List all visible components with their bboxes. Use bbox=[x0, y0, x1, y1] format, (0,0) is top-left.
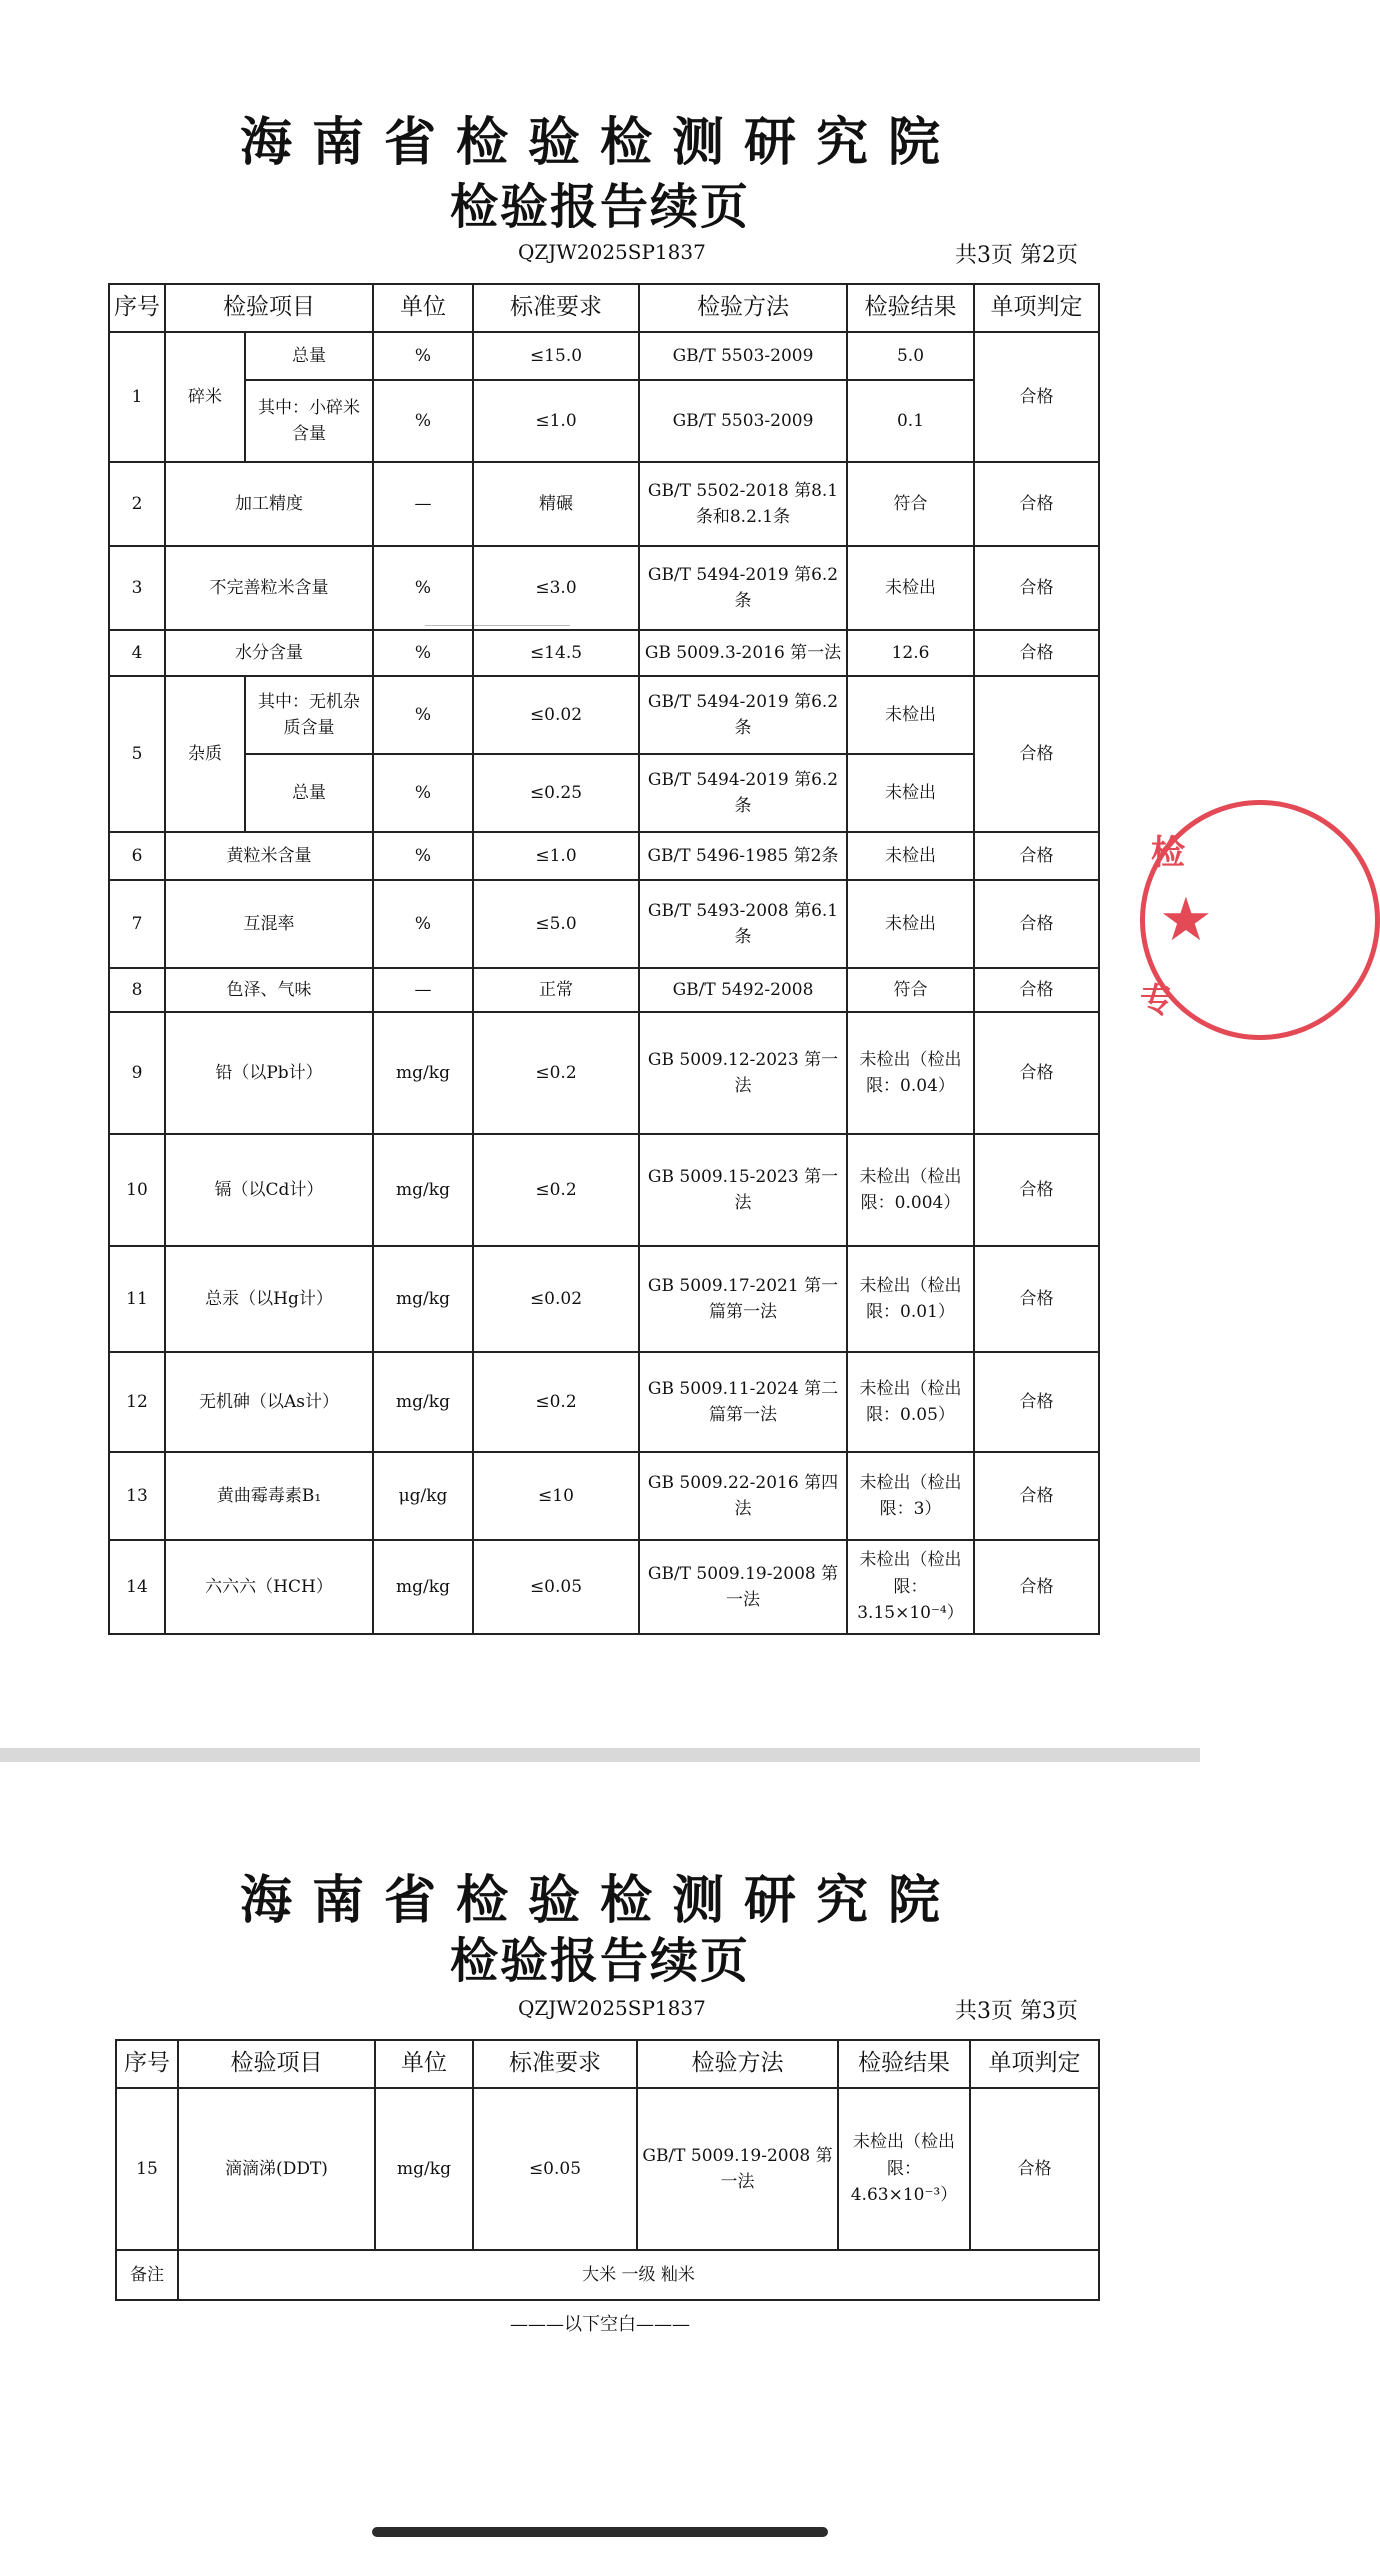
cell-method: GB 5009.3-2016 第一法 bbox=[639, 630, 847, 676]
table-row bbox=[109, 1352, 1099, 1452]
cell-unit: mg/kg bbox=[373, 1246, 473, 1352]
cell-no: 10 bbox=[109, 1134, 165, 1246]
cell-requirement: ≤5.0 bbox=[473, 880, 639, 968]
cell-unit: mg/kg bbox=[373, 1012, 473, 1134]
cell-judgement: 合格 bbox=[974, 546, 1099, 630]
cell-method: GB/T 5503-2009 bbox=[639, 332, 847, 380]
cell-requirement: ≤10 bbox=[473, 1452, 639, 1540]
cell-no: 11 bbox=[109, 1246, 165, 1352]
remark-text: 大米 一级 籼米 bbox=[178, 2250, 1099, 2300]
header-result: 检验结果 bbox=[838, 2040, 970, 2088]
cell-result: 未检出 bbox=[847, 880, 974, 968]
org-name: 海南省检验检测研究院 bbox=[239, 1871, 960, 1931]
cell-item: 色泽、气味 bbox=[165, 968, 373, 1012]
cell-item: 水分含量 bbox=[165, 630, 373, 676]
cell-result: 未检出（检出限：4.63×10⁻³） bbox=[838, 2088, 970, 2250]
header-no: 序号 bbox=[109, 284, 165, 332]
cell-result: 12.6 bbox=[847, 630, 974, 676]
cell-result: 未检出 bbox=[847, 832, 974, 880]
cell-judgement: 合格 bbox=[974, 1540, 1099, 1634]
cell-no: 4 bbox=[109, 630, 165, 676]
header-unit: 单位 bbox=[373, 284, 473, 332]
cell-result: 未检出（检出限：0.01） bbox=[847, 1246, 974, 1352]
cell-category: 碎米 bbox=[165, 332, 245, 462]
inspection-table bbox=[115, 2039, 1100, 2301]
cell-item: 不完善粒米含量 bbox=[165, 546, 373, 630]
table-row bbox=[109, 1540, 1099, 1634]
cell-unit: % bbox=[373, 380, 473, 462]
cell-requirement: ≤1.0 bbox=[473, 380, 639, 462]
header-item: 检验项目 bbox=[165, 284, 373, 332]
header-result: 检验结果 bbox=[847, 284, 974, 332]
cell-no: 13 bbox=[109, 1452, 165, 1540]
cell-unit: mg/kg bbox=[373, 1352, 473, 1452]
cell-requirement: ≤1.0 bbox=[473, 832, 639, 880]
inspection-stamp bbox=[1140, 800, 1380, 1040]
header-requirement: 标准要求 bbox=[473, 284, 639, 332]
cell-no: 9 bbox=[109, 1012, 165, 1134]
cell-method: GB 5009.12-2023 第一法 bbox=[639, 1012, 847, 1134]
cell-method: GB/T 5494-2019 第6.2条 bbox=[639, 546, 847, 630]
remark-label: 备注 bbox=[116, 2250, 178, 2300]
end-of-report-marker: ———以下空白——— bbox=[510, 2314, 690, 2335]
cell-unit: % bbox=[373, 546, 473, 630]
cell-judgement: 合格 bbox=[974, 1452, 1099, 1540]
inspection-table bbox=[108, 283, 1100, 1635]
cell-item: 加工精度 bbox=[165, 462, 373, 546]
cell-method: GB 5009.15-2023 第一法 bbox=[639, 1134, 847, 1246]
cell-method: GB/T 5496-1985 第2条 bbox=[639, 832, 847, 880]
cell-requirement: ≤0.2 bbox=[473, 1352, 639, 1452]
table-row bbox=[109, 1246, 1099, 1352]
cell-result: 未检出 bbox=[847, 676, 974, 754]
cell-method: GB/T 5009.19-2008 第一法 bbox=[637, 2088, 838, 2250]
report-number: QZJW2025SP1837 bbox=[518, 1996, 706, 2020]
cell-method: GB/T 5494-2019 第6.2条 bbox=[639, 754, 847, 832]
cell-item: 六六六（HCH） bbox=[165, 1540, 373, 1634]
cell-result: 未检出（检出限：3） bbox=[847, 1452, 974, 1540]
cell-judgement: 合格 bbox=[974, 1352, 1099, 1452]
table-row bbox=[109, 332, 1099, 380]
cell-result: 0.1 bbox=[847, 380, 974, 462]
report-page-3 bbox=[0, 1762, 1200, 2553]
header-unit: 单位 bbox=[375, 2040, 473, 2088]
cell-no: 1 bbox=[109, 332, 165, 462]
header-no: 序号 bbox=[116, 2040, 178, 2088]
header-requirement: 标准要求 bbox=[473, 2040, 637, 2088]
cell-no: 15 bbox=[116, 2088, 178, 2250]
cell-result: 符合 bbox=[847, 968, 974, 1012]
table-row bbox=[116, 2088, 1099, 2250]
report-title: 检验报告续页 bbox=[449, 1933, 750, 1989]
table-row bbox=[109, 754, 1099, 832]
cell-judgement: 合格 bbox=[974, 676, 1099, 832]
cell-judgement: 合格 bbox=[974, 832, 1099, 880]
cell-requirement: ≤0.25 bbox=[473, 754, 639, 832]
page-separator bbox=[0, 1748, 1200, 1762]
cell-no: 7 bbox=[109, 880, 165, 968]
cell-item: 无机砷（以As计） bbox=[165, 1352, 373, 1452]
cell-requirement: ≤15.0 bbox=[473, 332, 639, 380]
cell-item: 镉（以Cd计） bbox=[165, 1134, 373, 1246]
page-indicator: 共3页 第2页 bbox=[955, 243, 1078, 268]
cell-method: GB 5009.17-2021 第一篇第一法 bbox=[639, 1246, 847, 1352]
stamp-star-icon: ★ bbox=[1159, 885, 1213, 955]
cell-unit: — bbox=[373, 462, 473, 546]
org-name: 海南省检验检测研究院 bbox=[239, 113, 960, 173]
cell-item: 其中：无机杂质含量 bbox=[245, 676, 373, 754]
cell-method: GB/T 5503-2009 bbox=[639, 380, 847, 462]
cell-unit: % bbox=[373, 754, 473, 832]
cell-requirement: ≤3.0 bbox=[473, 546, 639, 630]
table-row bbox=[109, 546, 1099, 630]
cell-item: 滴滴涕(DDT) bbox=[178, 2088, 375, 2250]
cell-requirement: ≤0.05 bbox=[473, 1540, 639, 1634]
cell-judgement: 合格 bbox=[974, 968, 1099, 1012]
cell-requirement: 精碾 bbox=[473, 462, 639, 546]
table-header-row bbox=[116, 2040, 1099, 2088]
cell-judgement: 合格 bbox=[970, 2088, 1099, 2250]
cell-judgement: 合格 bbox=[974, 1246, 1099, 1352]
cell-item: 互混率 bbox=[165, 880, 373, 968]
header-item: 检验项目 bbox=[178, 2040, 375, 2088]
cell-item: 总量 bbox=[245, 332, 373, 380]
cell-result: 未检出（检出限：0.04） bbox=[847, 1012, 974, 1134]
header-method: 检验方法 bbox=[639, 284, 847, 332]
cell-category: 杂质 bbox=[165, 676, 245, 832]
cell-unit: % bbox=[373, 832, 473, 880]
header-method: 检验方法 bbox=[637, 2040, 838, 2088]
cell-method: GB/T 5492-2008 bbox=[639, 968, 847, 1012]
report-title: 检验报告续页 bbox=[449, 179, 750, 235]
cell-no: 12 bbox=[109, 1352, 165, 1452]
cell-item: 总量 bbox=[245, 754, 373, 832]
cell-method: GB/T 5494-2019 第6.2条 bbox=[639, 676, 847, 754]
remark-row bbox=[116, 2250, 1099, 2300]
cell-method: GB 5009.11-2024 第二篇第一法 bbox=[639, 1352, 847, 1452]
cell-unit: % bbox=[373, 332, 473, 380]
stamp-text-bottom: 专 bbox=[1140, 981, 1174, 1021]
cell-item: 铅（以Pb计） bbox=[165, 1012, 373, 1134]
cell-unit: % bbox=[373, 676, 473, 754]
table-row bbox=[109, 1012, 1099, 1134]
cell-method: GB/T 5493-2008 第6.1条 bbox=[639, 880, 847, 968]
cell-judgement: 合格 bbox=[974, 332, 1099, 462]
cell-judgement: 合格 bbox=[974, 1134, 1099, 1246]
table-row bbox=[109, 676, 1099, 754]
report-number: QZJW2025SP1837 bbox=[518, 240, 706, 264]
cell-result: 未检出（检出限：0.05） bbox=[847, 1352, 974, 1452]
stamp-text-top: 检 bbox=[1151, 833, 1185, 873]
cell-item: 黄曲霉毒素B₁ bbox=[165, 1452, 373, 1540]
header-judgement: 单项判定 bbox=[974, 284, 1099, 332]
page-indicator: 共3页 第3页 bbox=[955, 1999, 1078, 2024]
cell-requirement: ≤0.02 bbox=[473, 676, 639, 754]
cell-judgement: 合格 bbox=[974, 630, 1099, 676]
cell-requirement: ≤0.2 bbox=[473, 1134, 639, 1246]
cell-no: 8 bbox=[109, 968, 165, 1012]
cell-requirement: ≤0.05 bbox=[473, 2088, 637, 2250]
cell-item: 其中：小碎米含量 bbox=[245, 380, 373, 462]
cell-result: 未检出 bbox=[847, 754, 974, 832]
cell-unit: % bbox=[373, 880, 473, 968]
table-row bbox=[109, 880, 1099, 968]
cell-item: 总汞（以Hg计） bbox=[165, 1246, 373, 1352]
cell-unit: mg/kg bbox=[373, 1540, 473, 1634]
cell-judgement: 合格 bbox=[974, 462, 1099, 546]
table-header-row bbox=[109, 284, 1099, 332]
table-row bbox=[109, 630, 1099, 676]
cell-judgement: 合格 bbox=[974, 880, 1099, 968]
cell-result: 5.0 bbox=[847, 332, 974, 380]
cell-unit: % bbox=[373, 630, 473, 676]
cell-requirement: 正常 bbox=[473, 968, 639, 1012]
cell-judgement: 合格 bbox=[974, 1012, 1099, 1134]
table-row bbox=[109, 380, 1099, 462]
cell-item: 黄粒米含量 bbox=[165, 832, 373, 880]
table-row bbox=[109, 832, 1099, 880]
cell-requirement: ≤14.5 bbox=[473, 630, 639, 676]
cell-no: 2 bbox=[109, 462, 165, 546]
cell-result: 未检出 bbox=[847, 546, 974, 630]
header-judgement: 单项判定 bbox=[970, 2040, 1099, 2088]
cell-method: GB/T 5009.19-2008 第一法 bbox=[639, 1540, 847, 1634]
cell-unit: — bbox=[373, 968, 473, 1012]
cell-requirement: ≤0.02 bbox=[473, 1246, 639, 1352]
cell-result: 未检出（检出限：3.15×10⁻⁴） bbox=[847, 1540, 974, 1634]
table-row bbox=[109, 1452, 1099, 1540]
cell-method: GB 5009.22-2016 第四法 bbox=[639, 1452, 847, 1540]
cell-method: GB/T 5502-2018 第8.1条和8.2.1条 bbox=[639, 462, 847, 546]
table-row bbox=[109, 1134, 1099, 1246]
cell-no: 14 bbox=[109, 1540, 165, 1634]
cell-result: 符合 bbox=[847, 462, 974, 546]
home-indicator[interactable] bbox=[372, 2527, 828, 2537]
cell-requirement: ≤0.2 bbox=[473, 1012, 639, 1134]
cell-unit: mg/kg bbox=[373, 1134, 473, 1246]
cell-no: 6 bbox=[109, 832, 165, 880]
cell-no: 3 bbox=[109, 546, 165, 630]
table-row bbox=[109, 968, 1099, 1012]
cell-unit: mg/kg bbox=[375, 2088, 473, 2250]
table-row bbox=[109, 462, 1099, 546]
cell-no: 5 bbox=[109, 676, 165, 832]
cell-result: 未检出（检出限：0.004） bbox=[847, 1134, 974, 1246]
cell-unit: μg/kg bbox=[373, 1452, 473, 1540]
